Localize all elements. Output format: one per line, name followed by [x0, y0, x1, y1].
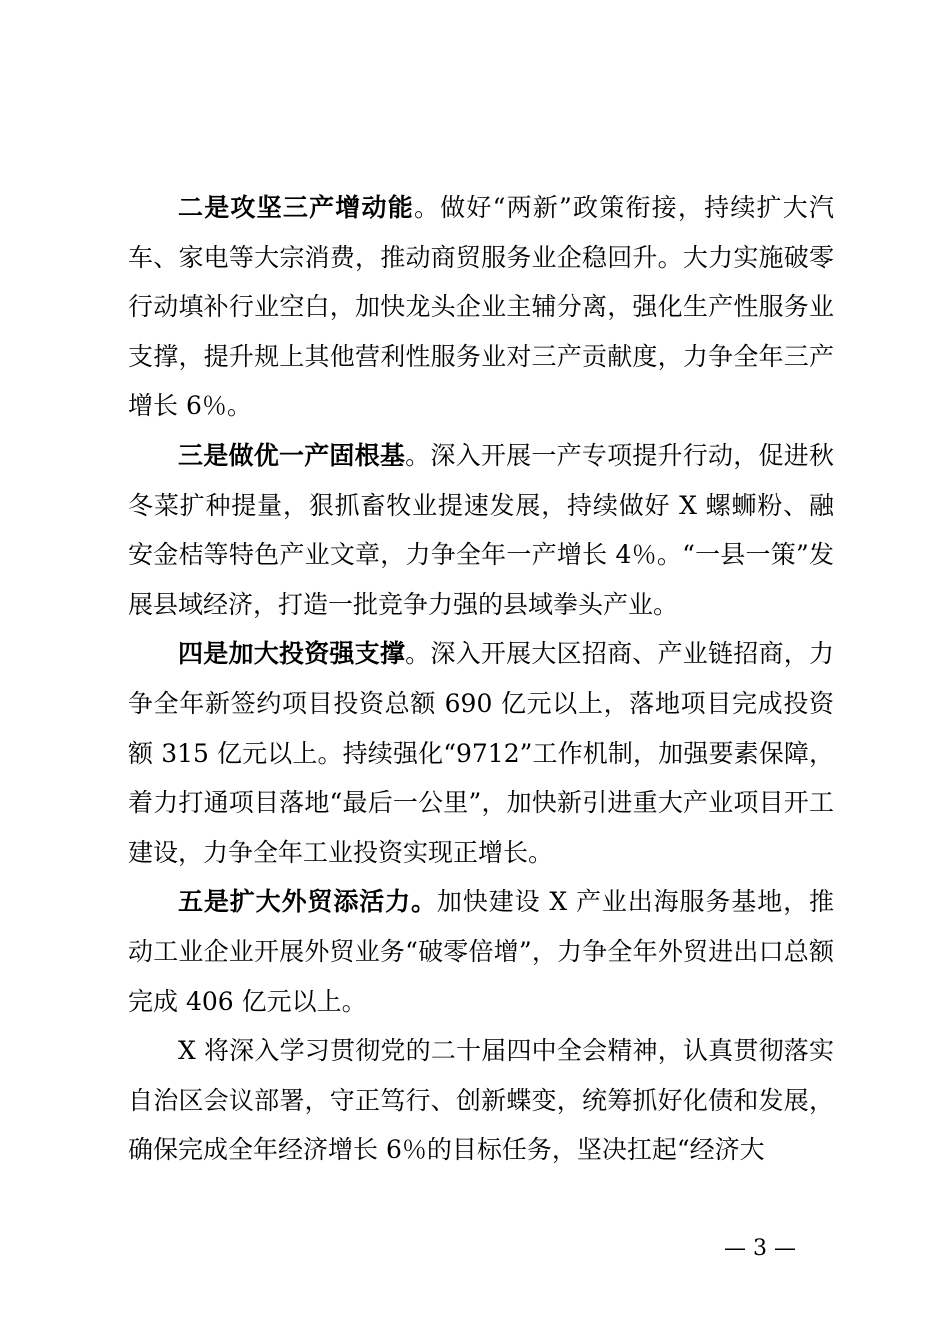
- paragraph-lead: 二是攻坚三产增动能: [178, 193, 414, 222]
- paragraph-lead: 四是加大投资强支撑: [178, 639, 406, 669]
- paragraph-services: [128, 183, 834, 431]
- paragraph-agriculture: [128, 431, 834, 629]
- body-text: [128, 183, 834, 1175]
- paragraph-body: 加快建设 X 产业出海服务基地，推动工业企业开展外贸业务“破零倍增”，力争全年外贸进出口总额完成 406 亿元以上。: [128, 887, 834, 1016]
- paragraph-body: X 将深入学习贯彻党的二十届四中全会精神，认真贯彻落实自治区会议部署，守正笃行、创新蝶变，统筹抓好化债和发展，确保完成全年经济增长 6％的目标任务，坚决扛起“经济大: [128, 1036, 834, 1165]
- paragraph-lead: 五是扩大外贸添活力。: [178, 887, 437, 917]
- paragraph-trade: [128, 877, 834, 1026]
- paragraph-body: 。深入开展一产专项提升行动，促进秋冬菜扩种提量，狠抓畜牧业提速发展，持续做好 X 螺蛳粉、融安金桔等特色产业文章，力争全年一产增长 4％。“一县一策”发展县域经济，打造一批竞争力强的县域拳头产业。: [128, 440, 834, 619]
- paragraph-conclusion: [128, 1026, 834, 1175]
- paragraph-investment: [128, 629, 834, 877]
- paragraph-lead: 三是做优一产固根基: [178, 440, 406, 470]
- paragraph-body: 。深入开展大区招商、产业链招商，力争全年新签约项目投资总额 690 亿元以上，落地项目完成投资额 315 亿元以上。持续强化“9712”工作机制，加强要素保障，着力打通项目落地“最后一公里”，加快新引进重大产业项目开工建设，力争全年工业投资实现正增长。: [128, 639, 834, 867]
- page-number: — 3 —: [724, 1236, 796, 1261]
- paragraph-body: 。做好“两新”政策衔接，持续扩大汽车、家电等大宗消费，推动商贸服务业企稳回升。大力实施破零行动填补行业空白，加快龙头企业主辅分离，强化生产性服务业支撑，提升规上其他营利性服务业对三产贡献度，力争全年三产增长 6％。: [128, 193, 834, 421]
